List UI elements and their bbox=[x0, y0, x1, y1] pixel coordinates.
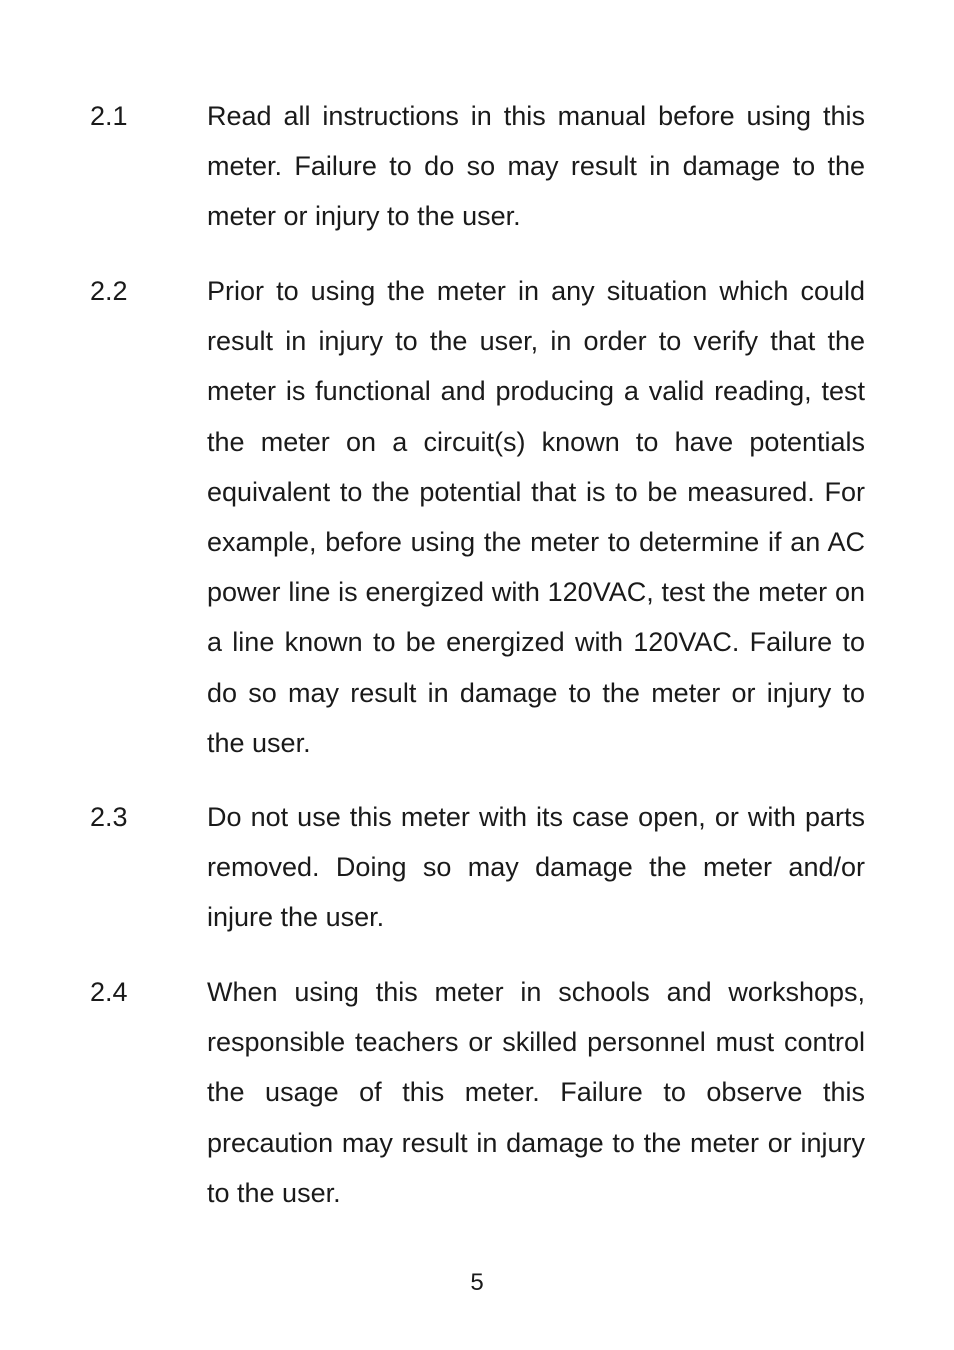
section-text: Prior to using the meter in any situation which could result in injury to the user, in order to verify that the meter is functional and producing a valid reading, test the meter on a circuit(s) known to have potentials equivalent to the potential that is to be measured. For example, before using the meter to determine if an AC power line is energized with 120VAC, test the meter on a line known to be energized with 120VAC. Failure to do so may result in damage to the meter or injury to the user. bbox=[207, 276, 865, 758]
section-number: 2.4 bbox=[90, 977, 128, 1007]
section-text: Do not use this meter with its case open, or with parts removed. Doing so may damage the meter and/or injure the user. bbox=[207, 802, 865, 933]
section-number: 2.1 bbox=[90, 101, 128, 131]
section-number: 2.3 bbox=[90, 802, 128, 832]
section-text: Read all instructions in this manual before using this meter. Failure to do so may result in damage to the meter or injury to the user. bbox=[207, 101, 865, 232]
page-number: 5 bbox=[470, 1269, 484, 1296]
section-number: 2.2 bbox=[90, 276, 128, 306]
section-text: When using this meter in schools and workshops, responsible teachers or skilled personnel must control the usage of this meter. Failure to observe this precaution may result in damage to the meter or injury to the user. bbox=[207, 977, 865, 1208]
